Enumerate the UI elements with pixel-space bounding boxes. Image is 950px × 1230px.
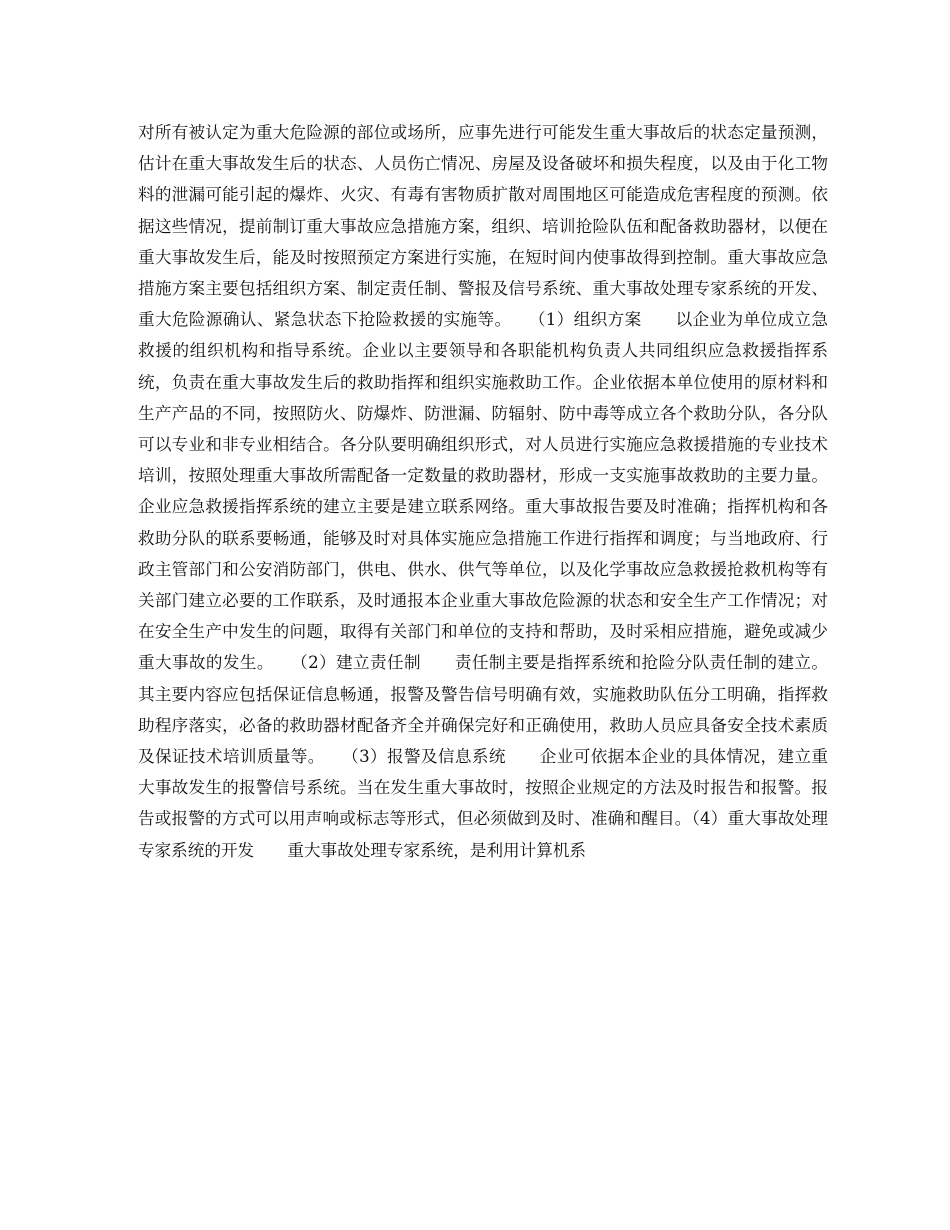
body-paragraph: 对所有被认定为重大危险源的部位或场所，应事先进行可能发生重大事故后的状态定量预测，估计在重大事故发生后的状态、人员伤亡情况、房屋及设备破坏和损失程度，以及由于化工物料的泄漏可能引起的爆炸、火灾、有毒有害物质扩散对周围地区可能造成危害程度的预测。依据这些情况，提前制订重大事故应急措施方案，组织、培训抢险队伍和配备救助器材，以便在重大事故发生后，能及时按照预定方案进行实施，在短时间内使事故得到控制。重大事故应急措施方案主要包括组织方案、制定责任制、警报及信号系统、重大事故处理专家系统的开发、重大危险源确认、紧急状态下抢险救援的实施等。 （1）组织方案 以企业为单位成立急救援的组织机构和指导系统。企业以主要领导和各职能机构负责人共同组织应急救援指挥系统，负责在重大事故发生后的救助指挥和组织实施救助工作。企业依据本单位使用的原材料和生产产品的不同，按照防火、防爆炸、防泄漏、防辐射、防中毒等成立各个救助分队，各分队可以专业和非专业相结合。各分队要明确组织形式，对人员进行实施应急救援措施的专业技术培训，按照处理重大事故所需配备一定数量的救助器材，形成一支实施事故救助的主要力量。企业应急救援指挥系统的建立主要是建立联系网络。重大事故报告要及时准确；指挥机构和各救助分队的联系要畅通，能够及时对具体实施应急措施工作进行指挥和调度；与当地政府、行政主管部门和公安消防部门，供电、供水、供气等单位，以及化学事故应急救援抢救机构等有关部门建立必要的工作联系，及时通报本企业重大事故危险源的状态和安全生产工作情况；对在安全生产中发生的问题，取得有关部门和单位的支持和帮助，及时采相应措施，避免或减少重大事故的发生。 （2）建立责任制 责任制主要是指挥系统和抢险分队责任制的建立。其主要内容应包括保证信息畅通，报警及警告信号明确有效，实施救助队伍分工明确，指挥救助程序落实，必备的救助器材配备齐全并确保完好和正确使用，救助人员应具备安全技术素质及保证技术培训质量等。 （3）报警及信息系统 企业可依据本企业的具体情况，建立重大事故发生的报警信号系统。当在发生重大事故时，按照企业规定的方法及时报告和报警。报告或报警的方式可以用声响或标志等形式，但必须做到及时、准确和醒目。（4）重大事故处理专家系统的开发 重大事故处理专家系统，是利用计算机系 (138, 123, 828, 860)
